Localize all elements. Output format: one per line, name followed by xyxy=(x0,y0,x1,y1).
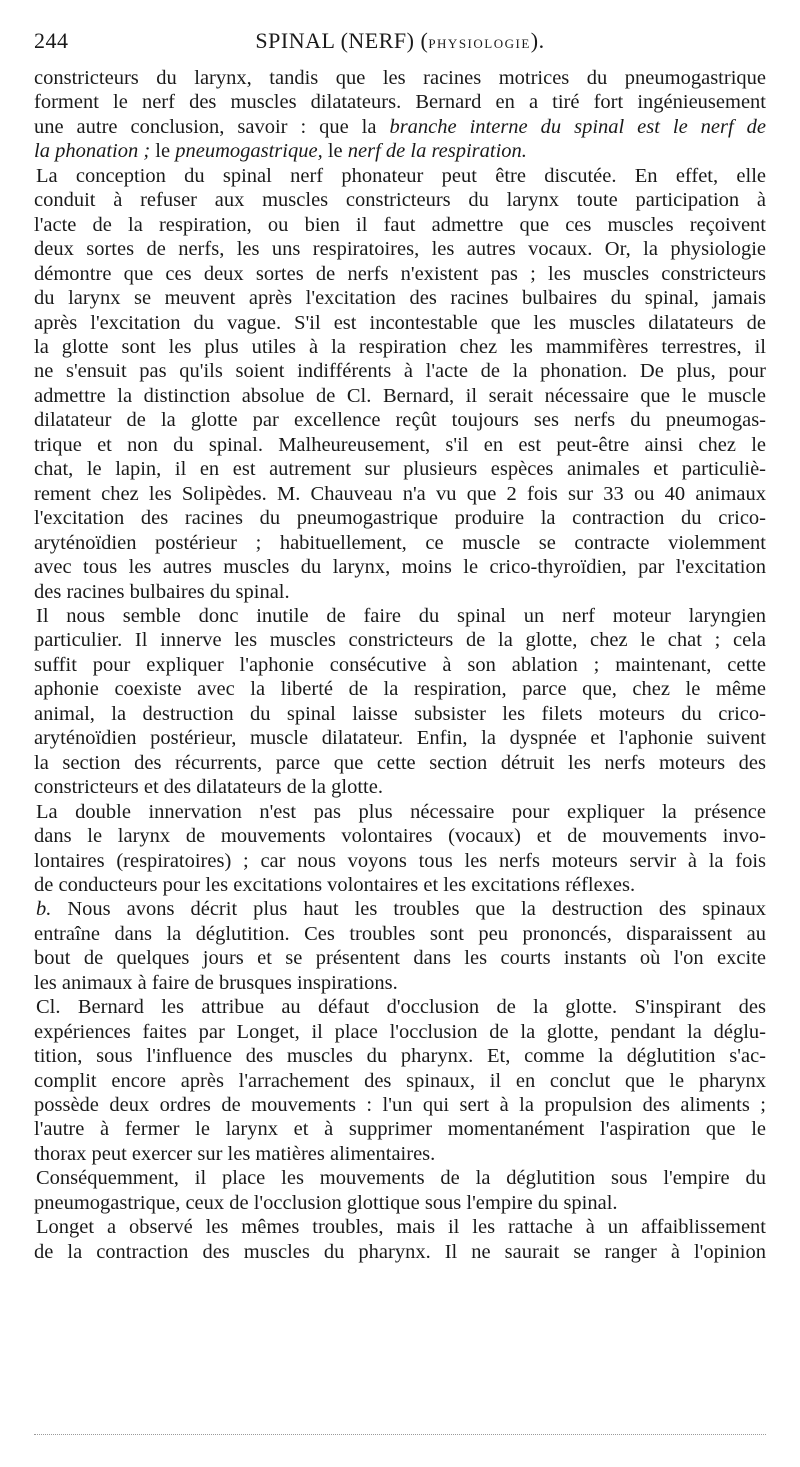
text-line: expériences faites par Longet, il place l'occlusion de la glotte, pendant la déglu- xyxy=(34,1020,766,1043)
text-line: entraîne dans la déglutition. Ces troubles sont peu prononcés, disparaissent au xyxy=(34,922,766,945)
text-line: chat, le lapin, il en est autrement sur plusieurs espèces animales et particuliè- xyxy=(34,458,766,481)
text-line: constricteurs du larynx, tandis que les racines motrices du pneumogastrique xyxy=(34,67,766,89)
text-line: dilatateur de la glotte par excellence reçût toujours ses nerfs du pneumogas- xyxy=(34,409,766,432)
running-title-main: SPINAL (NERF) ( xyxy=(255,28,429,53)
text-line: deux sortes de nerfs, les uns respiratoires, les autres vocaux. Or, la physiologie xyxy=(34,238,766,261)
text-line xyxy=(34,115,766,139)
text-line: La conception du spinal nerf phonateur peut être discutée. En effet, elle xyxy=(36,164,766,187)
italic-run: branche interne du spinal est le nerf de xyxy=(389,115,766,138)
text-line: aryténoïdien postérieur, muscle dilatateur. Enfin, la dyspnée et l'aphonie suivent xyxy=(34,727,766,750)
text-line: aphonie coexiste avec la liberté de la respiration, parce que, chez le même xyxy=(34,678,766,701)
text-line: trique et non du spinal. Malheureusement, s'il en est peut-être ainsi chez le xyxy=(34,433,766,456)
text-line: Il nous semble donc inutile de faire du spinal un nerf moteur laryngien xyxy=(36,604,766,627)
text-line: du larynx se meuvent après l'excitation des racines bulbaires du spinal, jamais xyxy=(34,287,766,310)
bottom-rule xyxy=(34,1434,766,1435)
text-line: après l'excitation du vague. S'il est incontestable que les muscles dilatateurs de xyxy=(34,311,766,334)
text-line: des racines bulbaires du spinal. xyxy=(34,580,290,603)
text-line: lontaires (respiratoires) ; car nous voyons tous les nerfs moteurs servir à la fois xyxy=(34,849,766,872)
italic-run: nerf de la respiration. xyxy=(347,140,527,163)
text-line: de la contraction des muscles du pharynx. Il ne saurait se ranger à l'opinion xyxy=(34,1240,766,1263)
text-run: le xyxy=(150,140,176,163)
text-line: la glotte sont les plus utiles à la respiration chez les mammifères terrestres, il xyxy=(34,335,766,358)
text-line: suffit pour expliquer l'aphonie consécutive à son ablation ; maintenant, cette xyxy=(34,653,766,676)
text-run: une autre conclusion, savoir : que la xyxy=(34,115,390,138)
text-run: Nous avons décrit plus haut les troubles que la destruction des spinaux xyxy=(51,898,766,921)
text-line: l'acte de la respiration, ou bien il faut admettre que ces muscles reçoivent xyxy=(34,213,766,236)
text-line: particulier. Il innerve les muscles constricteurs de la glotte, chez le chat ; cela xyxy=(34,629,766,652)
text-line: tition, sous l'influence des muscles du pharynx. Et, comme la déglutition s'ac- xyxy=(34,1045,766,1068)
text-line: aryténoïdien postérieur ; habituellement, ce muscle se contracte violemment xyxy=(34,531,766,554)
text-line xyxy=(34,897,766,921)
italic-run: b. xyxy=(36,898,52,921)
text-line: admettre la distinction absolue de Cl. Bernard, il serait nécessaire que le muscle xyxy=(34,384,766,407)
text-line: rement chez les Solipèdes. M. Chauveau n'a vu que 2 fois sur 33 ou 40 animaux xyxy=(34,482,766,505)
running-head xyxy=(34,28,766,54)
text-line: La double innervation n'est pas plus nécessaire pour expliquer la présence xyxy=(36,800,766,823)
running-title xyxy=(34,28,766,54)
italic-run: pneumogastrique, xyxy=(175,140,323,163)
text-line: Conséquemment, il place les mouvements de la déglutition sous l'empire du xyxy=(36,1167,766,1190)
text-run: le xyxy=(322,140,348,163)
text-line: complit encore après l'arrachement des spinaux, il en conclut que le pharynx xyxy=(34,1069,766,1092)
running-title-smallcaps: PHYSIOLOGIE xyxy=(428,36,531,51)
text-line: démontre que ces deux sortes de nerfs n'existent pas ; les muscles constricteurs xyxy=(34,262,766,285)
italic-run: la phonation ; xyxy=(34,140,151,163)
text-line: forment le nerf des muscles dilatateurs. Bernard en a tiré fort ingénieusement xyxy=(34,91,766,114)
body-text xyxy=(34,66,766,1264)
text-line: l'excitation des racines du pneumogastrique produire la contraction du crico- xyxy=(34,507,766,530)
text-line: avec tous les autres muscles du larynx, moins le crico-thyroïdien, par l'excitation xyxy=(34,556,766,579)
page-number: 244 xyxy=(34,28,69,53)
text-line: les animaux à faire de brusques inspirations. xyxy=(34,971,398,994)
text-line: constricteurs et des dilatateurs de la glotte. xyxy=(34,776,383,799)
text-line: bout de quelques jours et se présentent dans les courts instants où l'on excite xyxy=(34,947,766,970)
text-line: la section des récurrents, parce que cette section détruit les nerfs moteurs des xyxy=(34,751,766,774)
text-line: possède deux ordres de mouvements : l'un qui sert à la propulsion des aliments ; xyxy=(34,1094,766,1117)
text-line: animal, la destruction du spinal laisse subsister les filets moteurs du crico- xyxy=(34,702,766,725)
text-line: dans le larynx de mouvements volontaires (vocaux) et de mouvements invo- xyxy=(34,825,766,848)
running-title-end: ). xyxy=(530,28,545,53)
text-line: conduit à refuser aux muscles constricteurs du larynx toute participation à xyxy=(34,189,766,212)
text-line: Longet a observé les mêmes troubles, mais il les rattache à un affaiblissement xyxy=(36,1216,766,1239)
text-line xyxy=(34,139,766,163)
text-line: ne s'ensuit pas qu'ils soient indifférents à l'acte de la phonation. De plus, pour xyxy=(34,360,766,383)
text-line: pneumogastrique, ceux de l'occlusion glottique sous l'empire du spinal. xyxy=(34,1191,618,1214)
text-line: thorax peut exercer sur les matières alimentaires. xyxy=(34,1142,436,1165)
text-line: Cl. Bernard les attribue au défaut d'occlusion de la glotte. S'inspirant des xyxy=(36,996,766,1019)
text-line: de conducteurs pour les excitations volontaires et les excitations réflexes. xyxy=(34,873,636,896)
page xyxy=(34,28,766,1264)
text-line: l'autre à fermer le larynx et à supprimer momentanément l'aspiration que le xyxy=(34,1118,766,1141)
